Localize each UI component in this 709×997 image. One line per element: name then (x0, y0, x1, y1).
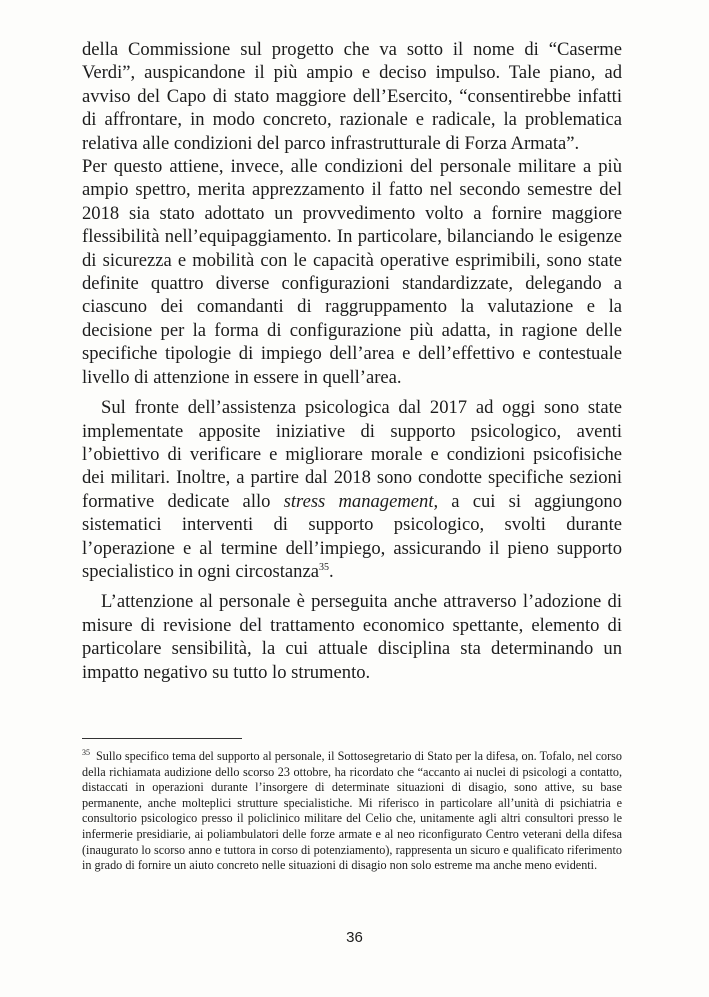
footnote-reference[interactable]: 35 (319, 561, 329, 573)
footnote (82, 749, 622, 874)
page-number: 36 (346, 929, 363, 946)
footnote-number: 35 (82, 747, 90, 757)
footnote-divider (82, 738, 242, 739)
paragraph-3-text-a: Sul fronte dell’assistenza psicologica dal 2017 ad oggi sono state implementate apposite iniziative di supporto psicologico, aventi l’obiettivo di verificare e migliorare morale e condizioni psicofisiche dei militari. Inoltre, a partire dal 2018 sono condotte specifiche sezioni formative dedicate allo (82, 397, 622, 512)
paragraph-2: Per questo attiene, invece, alle condizioni del personale militare a più ampio spettro, merita apprezzamento il fatto nel secondo semestre del 2018 sia stato adottato un provvedimento volto a fornire maggiore flessibilità nell’equipaggiamento. In particolare, bilanciando le esigenze di sicurezza e mobilità con le capacità operative esprimibili, sono state definite quattro diverse configurazioni standardizzate, delegando a ciascuno dei comandanti di raggruppamento la valutazione e la decisione per la forma di configurazione più adatta, in ragione delle specifiche tipologie di impiego dell’area e dell’effettivo e contestuale livello di attenzione in essere in quell’area. (82, 156, 622, 388)
paragraph-3-text-b: , a cui si aggiungono sistematici interventi di supporto psicologico, svolti durante l’operazione e al termine dell’impiego, assicurando il pieno supporto specialistico in ogni circostanza (82, 490, 622, 582)
body-text (82, 38, 622, 684)
footnote-text: Sullo specifico tema del supporto al personale, il Sottosegretario di Stato per la difesa, on. Tofalo, nel corso della richiamata audizione dello scorso 23 ottobre, ha ricordato che “accanto ai nuclei di psicologi a contatto, distaccati in operazioni durante l’insorgere di determinate situazioni di disagio, sono attive, su base permanente, anche molteplici strutture specialistiche. Mi riferisco in particolare all’unità di psichiatria e consultorio psicologico presso il policlinico militare del Celio che, unitamente agli altri consultori presso le infermerie presidiarie, ai poliambulatori delle forze armate e al neo riconfigurato Centro veterani della difesa (inaugurato lo scorso anno e tuttora in corso di potenziamento), rappresenta un sicuro e qualificato riferimento in grado di fornire un aiuto concreto nelle situazioni di disagio non solo estreme ma anche meno evidenti. (82, 749, 622, 873)
stress-management-term: stress management (283, 490, 434, 512)
paragraph-3-end: . (329, 560, 334, 582)
paragraph-3 (82, 396, 622, 583)
paragraph-1: della Commissione sul progetto che va sotto il nome di “Caserme Verdi”, auspicandone il più ampio e deciso impulso. Tale piano, ad avviso del Capo di stato maggiore dell’Esercito, “consentirebbe infatti di affrontare, in modo concreto, razionale e radicale, la problematica relativa alle condizioni del parco infrastrutturale di Forza Armata”. (82, 39, 622, 154)
paragraph-4: L’attenzione al personale è perseguita anche attraverso l’adozione di misure di revisione del trattamento economico spettante, elemento di particolare sensibilità, la cui attuale disciplina sta determinando un impatto negativo su tutto lo strumento. (82, 591, 622, 683)
